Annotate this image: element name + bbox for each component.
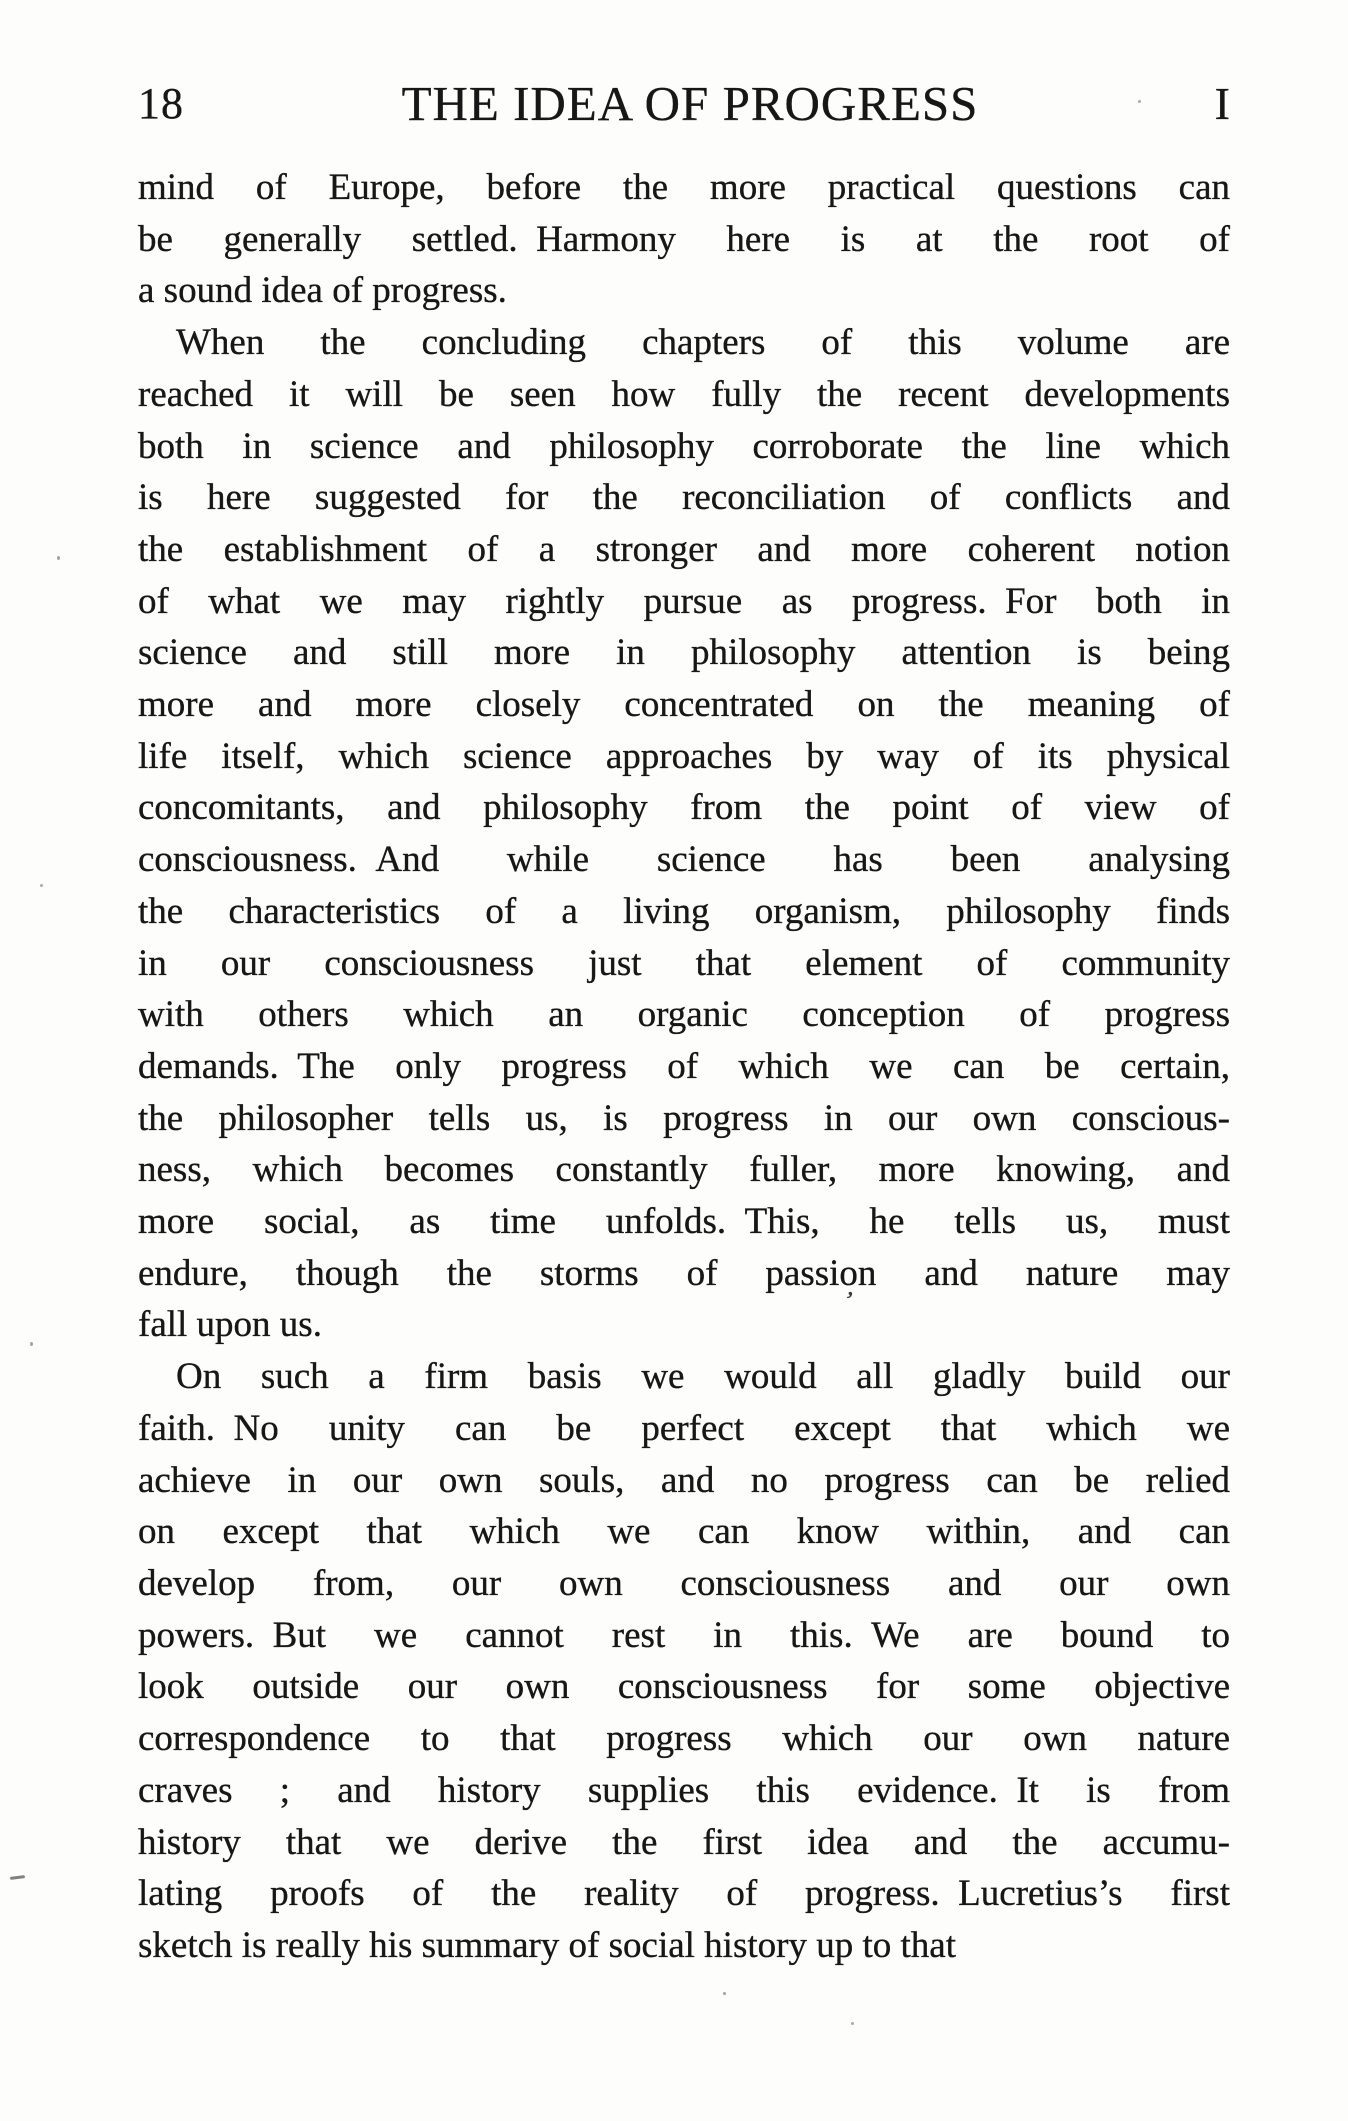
text-line: science and still more in philosophy attention is being [138,632,1230,674]
text-line: faith. No unity can be perfect except that which we [138,1407,1230,1449]
text-line: more social, as time unfolds. This, he tells us, must [138,1201,1230,1243]
text-line: develop from, our own consciousness and our own [138,1562,1230,1604]
text-line: with others which an organic conception of progress [138,994,1230,1036]
page-body [138,162,1230,1972]
scan-speck [57,556,60,560]
text-line: demands. The only progress of which we can be certain, [138,1045,1230,1087]
text-line: history that we derive the first idea and the accumu- [138,1821,1230,1863]
text-line: lating proofs of the reality of progress. Lucretius’s first [138,1873,1230,1915]
scan-dash-artifact [10,1875,25,1880]
text-line: When the concluding chapters of this volume are [176,322,1230,364]
chapter-numeral: I [1214,78,1230,129]
text-line: craves ; and history supplies this evidence. It is from [138,1769,1230,1811]
text-line: powers. But we cannot rest in this. We are bound to [138,1614,1230,1656]
running-header [138,78,1230,130]
text-line: reached it will be seen how fully the recent developments [138,373,1230,415]
text-line: of what we may rightly pursue as progress. For both in [138,580,1230,622]
text-line: mind of Europe, before the more practical questions can [138,167,1230,208]
scan-speck [1138,100,1141,103]
text-line: look outside our own consciousness for some objective [138,1666,1230,1708]
text-line: more and more closely concentrated on the meaning of [138,684,1230,726]
text-line: life itself, which science approaches by way of its physical [138,735,1230,777]
text-line: fall upon us. [138,1304,322,1346]
page-number: 18 [138,79,184,128]
text-line: On such a firm basis we would all gladly build our [176,1356,1230,1398]
text-line: both in science and philosophy corroborate the line which [138,425,1230,467]
text-line: sketch is really his summary of social history up to that [138,1924,956,1966]
text-line: the characteristics of a living organism, philosophy finds [138,890,1230,932]
text-line: ness, which becomes constantly fuller, more knowing, and [138,1149,1230,1191]
text-line: the establishment of a stronger and more coherent notion [138,528,1230,570]
paragraph [138,162,1230,317]
scan-speck [30,1342,33,1346]
text-line: correspondence to that progress which our own nature [138,1718,1230,1760]
text-line: consciousness. And while science has been analysing [138,839,1230,881]
running-title: THE IDEA OF PROGRESS [401,76,979,131]
text-line: is here suggested for the reconciliation of conflicts and [138,477,1230,519]
text-line: concomitants, and philosophy from the point of view of [138,787,1230,829]
scan-speck [851,2022,854,2025]
paragraph [138,317,1230,1351]
stray-ink-mark: ’ [840,1285,857,1316]
text-line: achieve in our own souls, and no progress can be relied [138,1459,1230,1501]
text-line: on except that which we can know within, and can [138,1511,1230,1553]
scan-speck [40,884,43,887]
text-line: the philosopher tells us, is progress in our own conscious- [138,1097,1230,1139]
text-line: in our consciousness just that element of community [138,942,1230,984]
scan-speck [723,1992,726,1995]
text-line: a sound idea of progress. [138,270,507,312]
paragraph [138,1351,1230,1971]
text-line: be generally settled. Harmony here is at the root of [138,218,1230,260]
text-line: endure, though the storms of passion and nature may [138,1252,1230,1294]
